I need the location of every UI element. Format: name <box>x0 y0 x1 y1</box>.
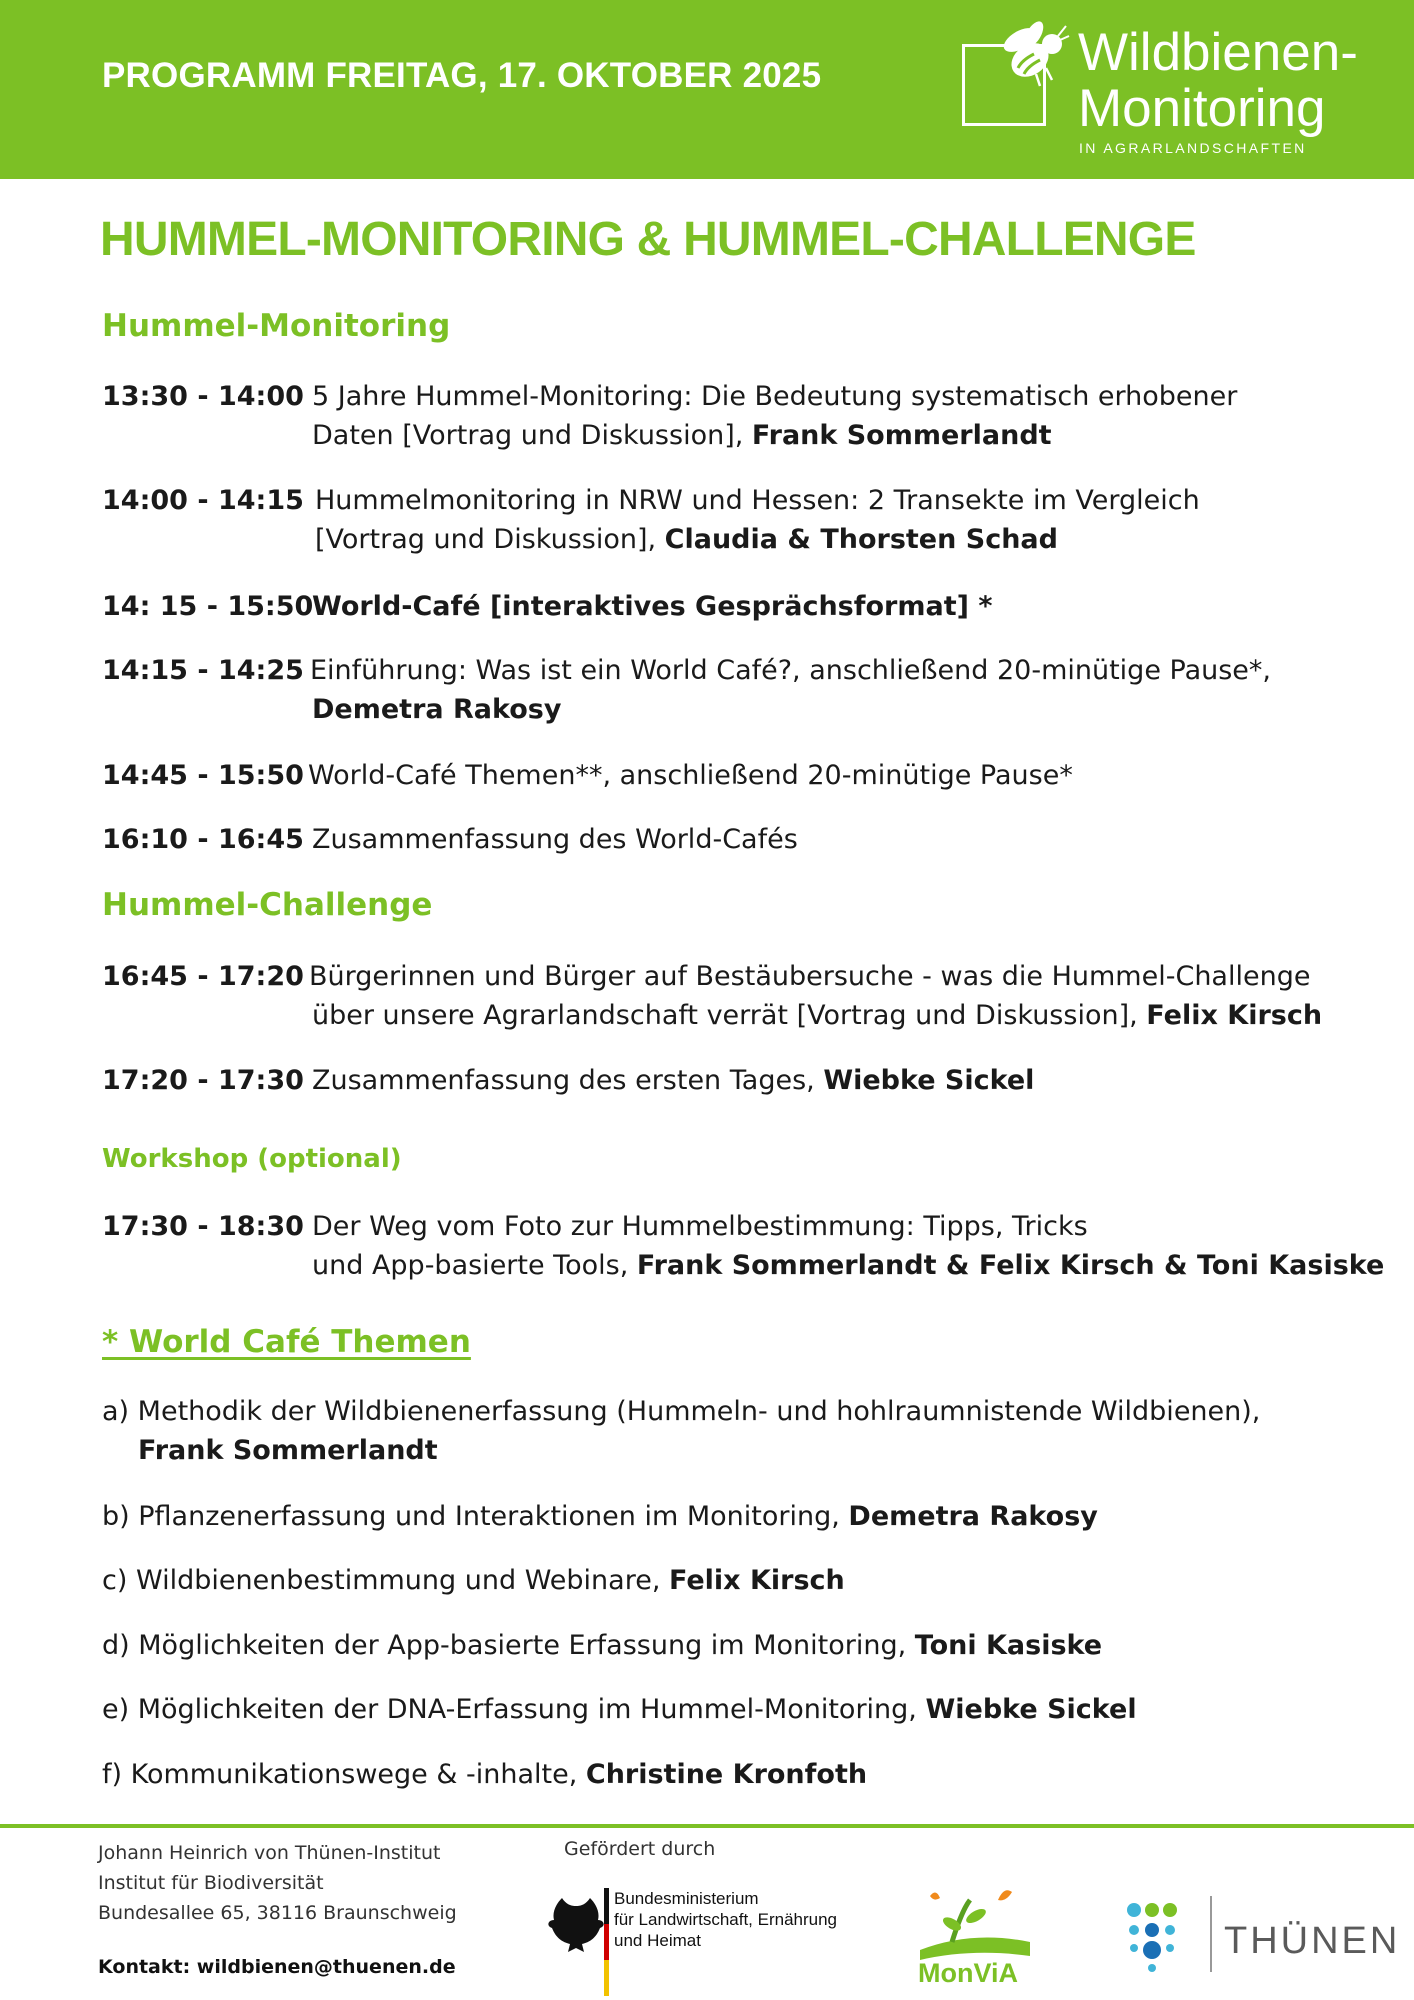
schedule-time: 17:30 - 18:30 <box>102 1211 304 1242</box>
address-line: Johann Heinrich von Thünen-Institut <box>98 1842 441 1864</box>
monvia-text: MonViA <box>918 1958 1018 1988</box>
bee-icon <box>1000 16 1070 88</box>
topic-item <box>102 1690 1352 1729</box>
topic-text: e) Möglichkeiten der DNA-Erfassung im Hummel-Monitoring, <box>102 1694 926 1725</box>
topic-item <box>102 1561 1352 1600</box>
schedule-text: Einführung: Was ist ein World Café?, anschließend 20-minütige Pause*, <box>310 655 1272 686</box>
schedule-time: 14:15 - 14:25 <box>102 655 304 686</box>
schedule-text: Hummelmonitoring in NRW und Hessen: 2 Transekte im Vergleich <box>315 485 1200 516</box>
topic-speaker: Felix Kirsch <box>669 1565 845 1596</box>
topic-item <box>102 1626 1352 1665</box>
schedule-text: World-Café Themen**, anschließend 20-minütige Pause* <box>308 760 1073 791</box>
bmel-line: Bundesministerium <box>614 1889 759 1908</box>
thuenen-text: THÜNEN <box>1224 1920 1401 1962</box>
schedule-speaker: Demetra Rakosy <box>312 694 562 725</box>
section-heading-challenge: Hummel-Challenge <box>102 887 433 923</box>
schedule-text: Zusammenfassung des ersten Tages, <box>312 1065 824 1096</box>
topic-text: c) Wildbienenbestimmung und Webinare, <box>102 1565 669 1596</box>
topic-speaker: Demetra Rakosy <box>848 1501 1098 1532</box>
schedule-text: über unsere Agrarlandschaft verrät [Vortrag und Diskussion], <box>312 1000 1147 1031</box>
schedule-text: Bürgerinnen und Bürger auf Bestäubersuche - was die Hummel-Challenge <box>309 961 1311 992</box>
topic-speaker: Christine Kronfoth <box>585 1759 868 1790</box>
topic-speaker: Toni Kasiske <box>914 1630 1103 1661</box>
schedule-text: 5 Jahre Hummel-Monitoring: Die Bedeutung systematisch erhobener <box>312 381 1238 412</box>
schedule-time: 17:20 - 17:30 <box>102 1065 304 1096</box>
topic-text: b) Pflanzenerfassung und Interaktionen im Monitoring, <box>102 1501 849 1532</box>
schedule-speaker: Claudia & Thorsten Schad <box>664 524 1058 555</box>
schedule-speaker: Frank Sommerlandt & Felix Kirsch & Toni Kasiske <box>636 1250 1385 1281</box>
schedule-time: 14:00 - 14:15 <box>102 485 304 516</box>
section-heading-workshop: Workshop (optional) <box>102 1144 402 1174</box>
topic-text: a) Methodik der Wildbienenerfassung (Hummeln- und hohlraumnistende Wildbienen), <box>102 1396 1261 1427</box>
schedule-time: 16:10 - 16:45 <box>102 824 304 855</box>
schedule-speaker: Felix Kirsch <box>1146 1000 1323 1031</box>
address-line: Bundesallee 65, 38116 Braunschweig <box>98 1902 457 1924</box>
topic-item <box>102 1392 1352 1470</box>
header-banner <box>0 0 1414 179</box>
world-cafe-heading: * World Café Themen <box>102 1324 471 1360</box>
schedule-speaker: Wiebke Sickel <box>823 1065 1035 1096</box>
topic-item <box>102 1755 1352 1794</box>
bmel-text <box>614 1888 837 1951</box>
logo-text-wildbienen: Wildbienen- <box>1078 23 1358 82</box>
address-line: Institut für Biodiversität <box>98 1872 324 1894</box>
bmel-line: und Heimat <box>614 1931 701 1950</box>
footer-address <box>98 1838 457 1928</box>
page-title: HUMMEL-MONITORING & HUMMEL-CHALLENGE <box>100 213 1196 266</box>
funded-by-label: Gefördert durch <box>564 1838 716 1860</box>
schedule-text: Daten [Vortrag und Diskussion], <box>312 420 752 451</box>
thuenen-logo-icon <box>1124 1900 1196 1974</box>
topic-text: f) Kommunikationswege & -inhalte, <box>102 1759 586 1790</box>
topic-speaker: Frank Sommerlandt <box>138 1435 438 1466</box>
schedule-text: Der Weg vom Foto zur Hummelbestimmung: Tipps, Tricks <box>312 1211 1088 1242</box>
schedule-time: 14:45 - 15:50 <box>102 760 304 791</box>
schedule-text: [Vortrag und Diskussion], <box>315 524 665 555</box>
schedule-speaker: Frank Sommerlandt <box>751 420 1052 451</box>
schedule-text: Zusammenfassung des World-Cafés <box>312 824 798 855</box>
section-heading-monitoring: Hummel-Monitoring <box>102 308 451 344</box>
topic-item <box>102 1497 1352 1536</box>
program-date-title: PROGRAMM FREITAG, 17. OKTOBER 2025 <box>102 56 822 95</box>
schedule-time: 14: 15 - 15:50 <box>102 591 314 622</box>
contact-email[interactable]: Kontakt: wildbienen@thuenen.de <box>98 1956 456 1978</box>
bmel-line: für Landwirtschaft, Ernährung <box>614 1910 838 1929</box>
topic-speaker: Wiebke Sickel <box>925 1694 1137 1725</box>
thuenen-separator <box>1210 1896 1212 1972</box>
logo-text-subtitle: IN AGRARLANDSCHAFTEN <box>1079 140 1307 156</box>
topic-text: d) Möglichkeiten der App-basierte Erfassung im Monitoring, <box>102 1630 915 1661</box>
logo-text-monitoring: Monitoring <box>1078 79 1326 138</box>
schedule-text: und App-basierte Tools, <box>312 1250 637 1281</box>
footer-divider <box>0 1824 1414 1828</box>
schedule-text: World-Café [interaktives Gesprächsformat] * <box>312 591 993 622</box>
schedule-time: 13:30 - 14:00 <box>102 381 304 412</box>
schedule-time: 16:45 - 17:20 <box>102 961 304 992</box>
